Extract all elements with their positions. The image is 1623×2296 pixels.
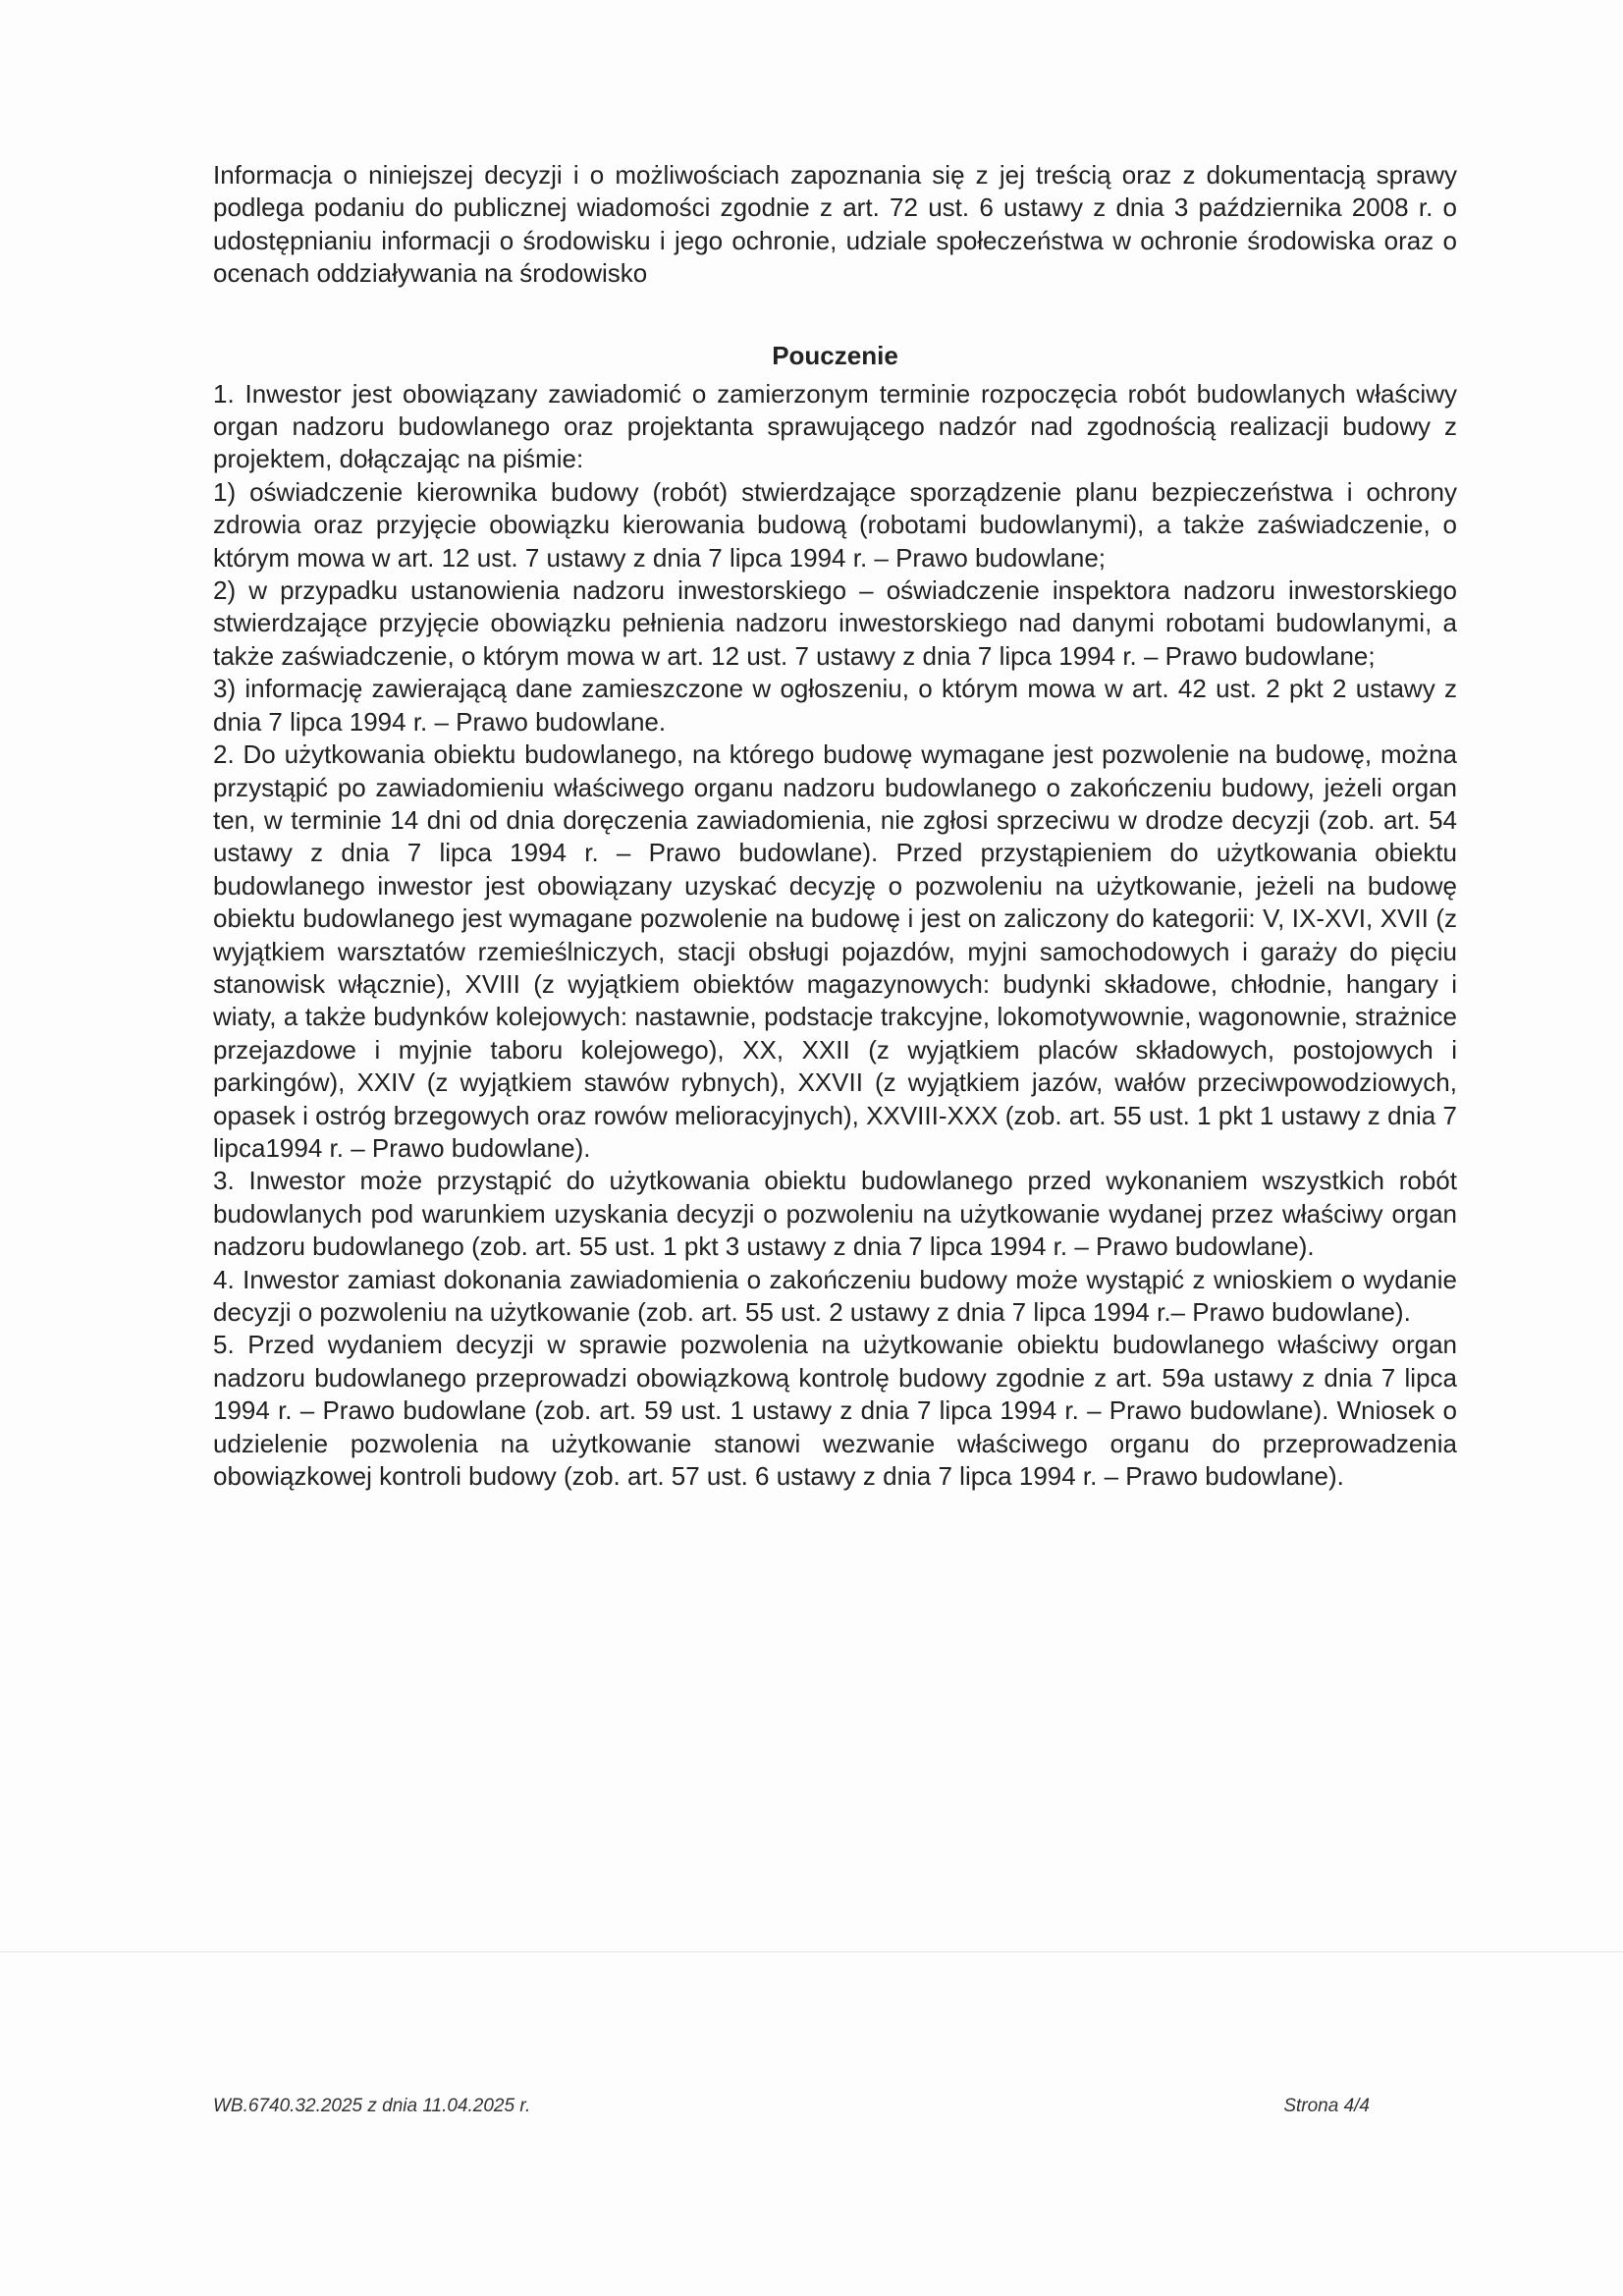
footer-divider — [0, 1951, 1623, 1952]
paragraph-1-item-1: 1) oświadczenie kierownika budowy (robót) stwierdzające sporządzenie planu bezpieczeństwa i ochrony zdrowia oraz przyjęcie obowiązku kierowania budową (robotami budowlanymi), a także zaświadczenie, o którym mowa w art. 12 ust. 7 ustawy z dnia 7 lipca 1994 r. – Prawo budowlane; — [213, 476, 1457, 573]
paragraph-4: 4. Inwestor zamiast dokonania zawiadomienia o zakończeniu budowy może wystąpić z wnioskiem o wydanie decyzji o pozwoleniu na użytkowanie (zob. art. 55 ust. 2 ustawy z dnia 7 lipca 1994 r.– Prawo budowlane). — [213, 1264, 1457, 1327]
footer-page-number: Strona 4/4 — [1283, 2096, 1370, 2116]
footer-reference: WB.6740.32.2025 z dnia 11.04.2025 r. — [213, 2096, 531, 2116]
section-heading: Pouczenie — [772, 340, 898, 370]
paragraph-1-item-3: 3) informację zawierającą dane zamieszczone w ogłoszeniu, o którym mowa w art. 42 ust. 2 pkt 2 ustawy z dnia 7 lipca 1994 r. – Prawo budowlane. — [213, 674, 1457, 737]
intro-section — [213, 159, 1457, 291]
paragraph-1-item-2: 2) w przypadku ustanowienia nadzoru inwestorskiego – oświadczenie inspektora nadzoru inwestorskiego stwierdzające przyjęcie obowiązku pełnienia nadzoru inwestorskiego nad danymi robotami budowlanymi, a także zaświadczenie, o którym mowa w art. 12 ust. 7 ustawy z dnia 7 lipca 1994 r. – Prawo budowlane; — [213, 575, 1457, 671]
paragraph-5: 5. Przed wydaniem decyzji w sprawie pozwolenia na użytkowanie obiektu budowlanego właściwy organ nadzoru budowlanego przeprowadzi obowiązkową kontrolę budowy zgodnie z art. 59a ustawy z dnia 7 lipca 1994 r. – Prawo budowlane (zob. art. 59 ust. 1 ustawy z dnia 7 lipca 1994 r. – Prawo budowlane). Wniosek o udzielenie pozwolenia na użytkowanie stanowi wezwanie właściwego organu do przeprowadzenia obowiązkowej kontroli budowy (zob. art. 57 ust. 6 ustawy z dnia 7 lipca 1994 r. – Prawo budowlane). — [213, 1330, 1457, 1492]
pouczenie-section — [213, 378, 1457, 1494]
paragraph-2: 2. Do użytkowania obiektu budowlanego, na którego budowę wymagane jest pozwolenie na budowę, można przystąpić po zawiadomieniu właściwego organu nadzoru budowlanego o zakończeniu budowy, jeżeli organ ten, w terminie 14 dni od dnia doręczenia zawiadomienia, nie zgłosi sprzeciwu w drodze decyzji (zob. art. 54 ustawy z dnia 7 lipca 1994 r. – Prawo budowlane). Przed przystąpieniem do użytkowania obiektu budowlanego inwestor jest obowiązany uzyskać decyzję o pozwoleniu na użytkowanie, jeżeli na budowę obiektu budowlanego jest wymagane pozwolenie na budowę i jest on zaliczony do kategorii: V, IX-XVI, XVII (z wyjątkiem warsztatów rzemieślniczych, stacji obsługi pojazdów, myjni samochodowych i garaży do pięciu stanowisk włącznie), XVIII (z wyjątkiem obiektów magazynowych: budynki składowe, chłodnie, hangary i wiaty, a także budynków kolejowych: nastawnie, podstacje trakcyjne, lokomotywownie, wagonownie, strażnice przejazdowe i myjnie taboru kolejowego), XX, XXII (z wyjątkiem placów składowych, postojowych i parkingów), XXIV (z wyjątkiem stawów rybnych), XXVII (z wyjątkiem jazów, wałów przeciwpowodziowych, opasek i ostróg brzegowych oraz rowów melioracyjnych), XXVIII-XXX (zob. art. 55 ust. 1 pkt 1 ustawy z dnia 7 lipca1994 r. – Prawo budowlane). — [213, 739, 1457, 1163]
intro-paragraph: Informacja o niniejszej decyzji i o możliwościach zapoznania się z jej treścią oraz z dokumentacją sprawy podlega podaniu do publicznej wiadomości zgodnie z art. 72 ust. 6 ustawy z dnia 3 października 2008 r. o udostępnianiu informacji o środowisku i jego ochronie, udziale społeczeństwa w ochronie środowiska oraz o ocenach oddziaływania na środowisko — [213, 160, 1457, 289]
paragraph-1: 1. Inwestor jest obowiązany zawiadomić o zamierzonym terminie rozpoczęcia robót budowlanych właściwy organ nadzoru budowlanego oraz projektanta sprawującego nadzór nad zgodnością realizacji budowy z projektem, dołączając na piśmie: — [213, 378, 1457, 474]
paragraph-3: 3. Inwestor może przystąpić do użytkowania obiektu budowlanego przed wykonaniem wszystkich robót budowlanych pod warunkiem uzyskania decyzji o pozwoleniu na użytkowanie wydanej przez właściwy organ nadzoru budowlanego (zob. art. 55 ust. 1 pkt 3 ustawy z dnia 7 lipca 1994 r. – Prawo budowlane). — [213, 1166, 1457, 1262]
document-body — [213, 159, 1457, 1493]
